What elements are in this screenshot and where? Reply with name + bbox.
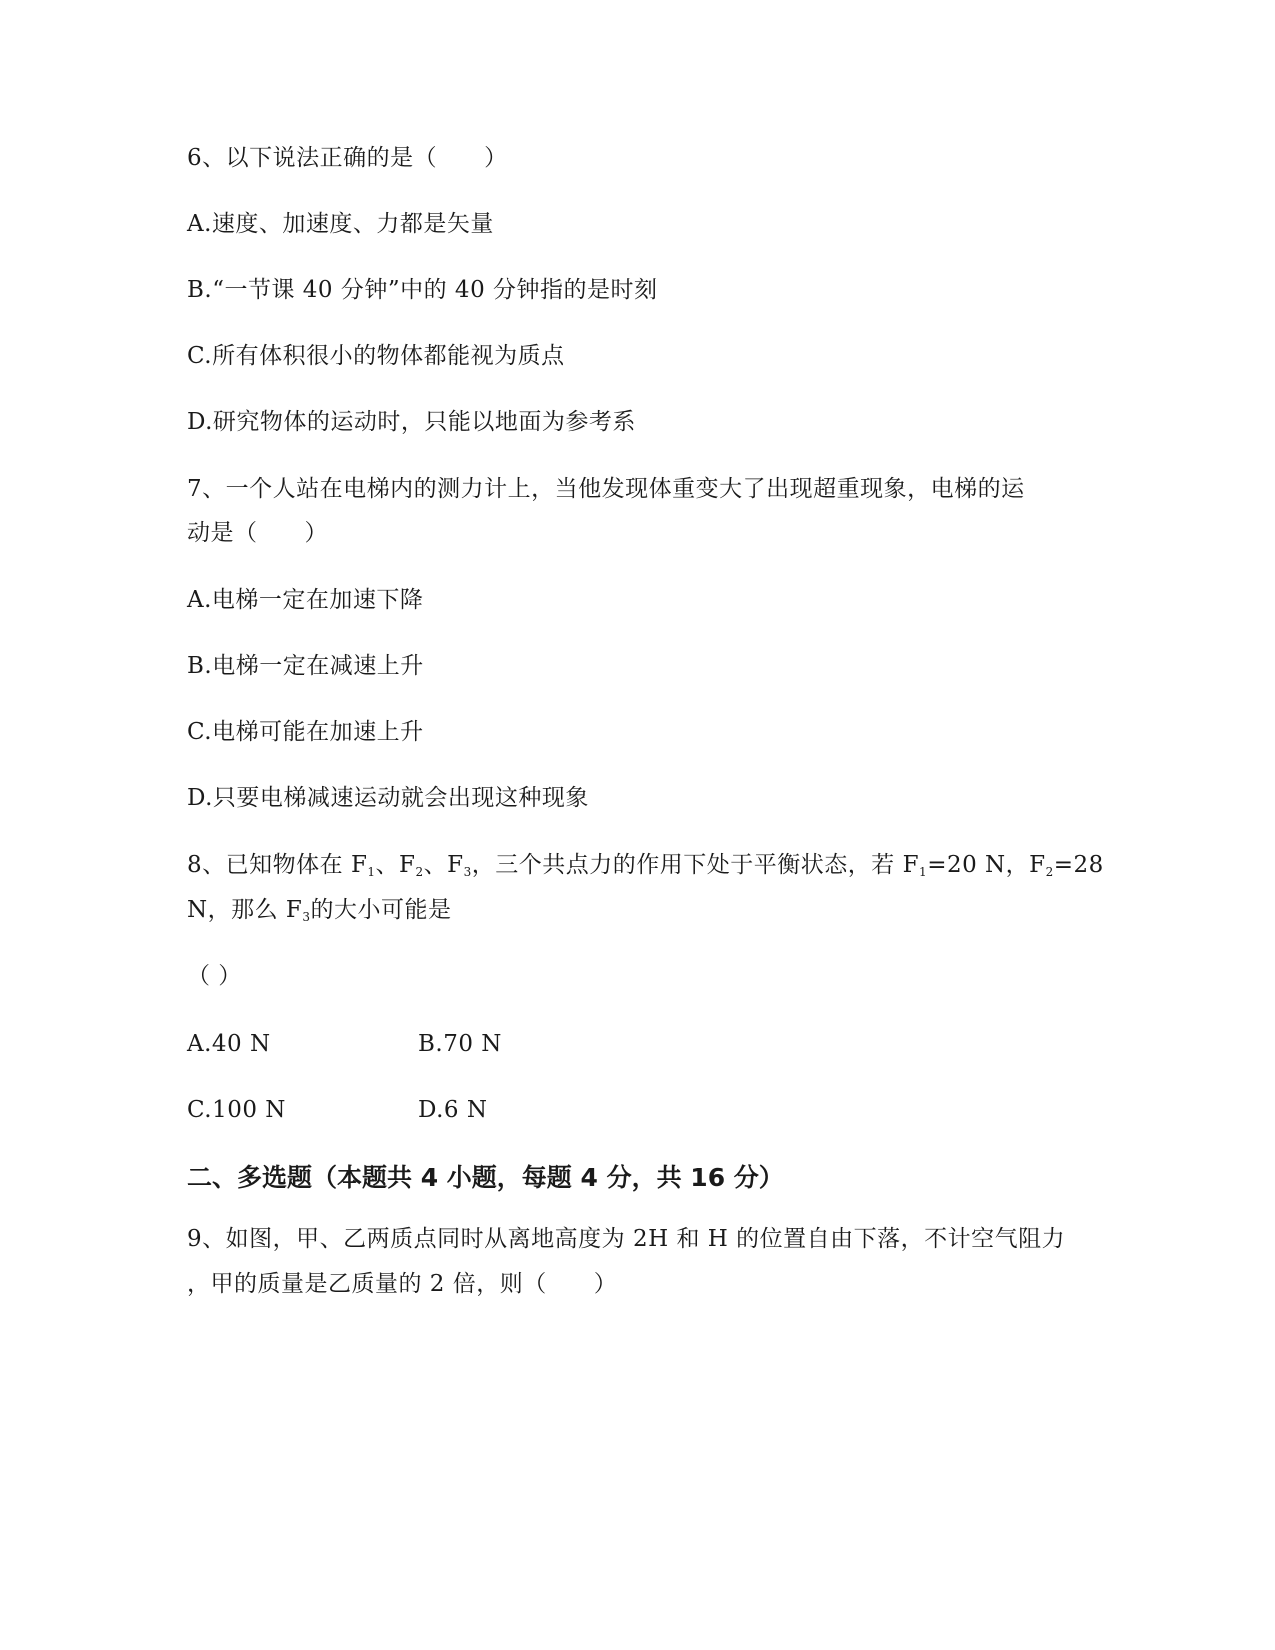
q8-stem-line2: N，那么 $F_3$的大小可能是 xyxy=(187,897,452,924)
q7-option-b: B.电梯一定在减速上升 xyxy=(187,653,424,679)
q7-stem-line1: 7、一个人站在电梯内的测力计上，当他发现体重变大了出现超重现象，电梯的运 xyxy=(187,476,1025,502)
q7-stem-line2: 动是（ ） xyxy=(187,520,328,546)
q8-option-b: B.70 N xyxy=(418,1031,502,1057)
q9-stem-line1: 9、如图，甲、乙两质点同时从离地高度为 2H 和 H 的位置自由下落，不计空气阻力 xyxy=(187,1226,1066,1252)
q6-option-c: C.所有体积很小的物体都能视为质点 xyxy=(187,343,565,369)
q8-option-a: A.40 N xyxy=(187,1031,271,1057)
q6-option-a: A.速度、加速度、力都是矢量 xyxy=(187,211,494,237)
q8-option-d: D.6 N xyxy=(418,1097,488,1123)
q6-option-d: D.研究物体的运动时，只能以地面为参考系 xyxy=(187,409,636,435)
q7-option-c: C.电梯可能在加速上升 xyxy=(187,719,424,745)
q8-options-row1 xyxy=(187,1029,271,1059)
q6-stem: 6、以下说法正确的是（ ） xyxy=(187,145,508,171)
q8-answer-blank: （ ） xyxy=(187,963,242,989)
q7-option-d: D.只要电梯减速运动就会出现这种现象 xyxy=(187,785,589,811)
q8-stem-line1: 8、已知物体在 $F_1$、$F_2$、$F_3$，三个共点力的作用下处于平衡状态，若 $F_1=20$ N，$F_2=28$ xyxy=(187,852,1104,879)
section-heading: 二、多选题（本题共 4 小题，每题 4 分，共 16 分） xyxy=(187,1163,784,1192)
q8-option-c: C.100 N xyxy=(187,1097,286,1123)
q9-stem-line2: ，甲的质量是乙质量的 2 倍，则（ ） xyxy=(187,1271,618,1297)
q7-option-a: A.电梯一定在加速下降 xyxy=(187,587,424,613)
q6-option-b: B.“一节课 40 分钟”中的 40 分钟指的是时刻 xyxy=(187,277,658,303)
